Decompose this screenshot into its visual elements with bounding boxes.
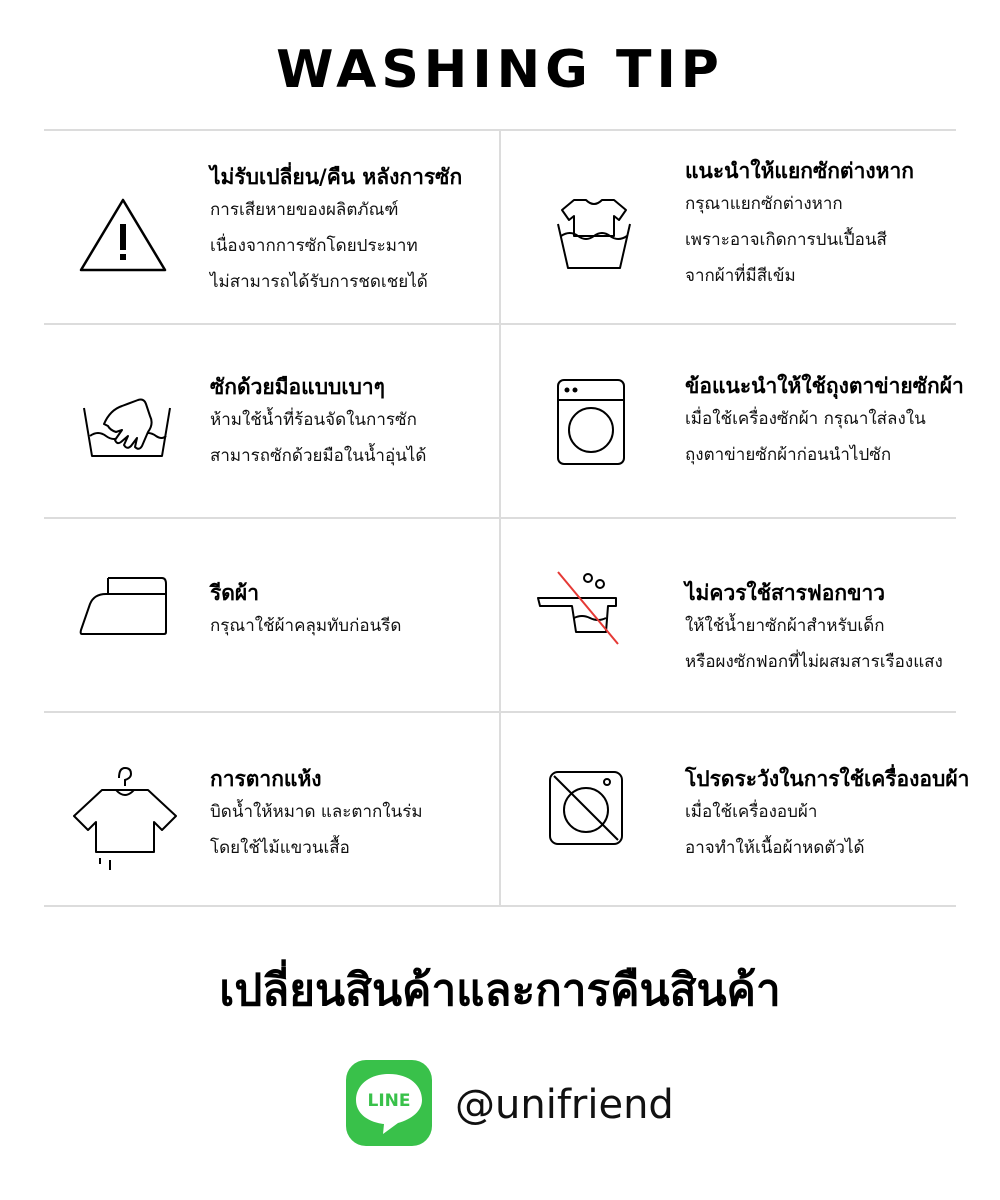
- no-tumble-dry-icon: [548, 770, 624, 846]
- washing-machine-icon: [556, 378, 626, 466]
- tip-line: เมื่อใช้เครื่องอบผ้า: [685, 802, 818, 822]
- tip-line: เพราะอาจเกิดการปนเปื้อนสี: [685, 230, 887, 250]
- tip-line: สามารถซักด้วยมือในน้ำอุ่นได้: [210, 446, 427, 466]
- tip-line: ไม่สามารถได้รับการชดเชยได้: [210, 272, 428, 292]
- hang-dry-icon: [72, 764, 178, 874]
- tip-line: กรุณาแยกซักต่างหาก: [685, 194, 843, 214]
- tip-heading: ไม่รับเปลี่ยน/คืน หลังการซัก: [210, 165, 463, 189]
- tip-heading: แนะนำให้แยกซักต่างหาก: [685, 159, 914, 183]
- page-title: WASHING TIP: [276, 40, 724, 100]
- warning-triangle-icon: [78, 196, 168, 274]
- hand-wash-icon: [82, 394, 172, 460]
- tip-line: การเสียหายของผลิตภัณฑ์: [210, 200, 399, 220]
- wash-separately-icon: [556, 196, 632, 270]
- tip-heading: ข้อแนะนำให้ใช้ถุงตาข่ายซักผ้า: [685, 374, 964, 398]
- tip-line: โดยใช้ไม้แขวนเสื้อ: [210, 838, 350, 858]
- divider: [499, 130, 501, 907]
- no-bleach-icon: [536, 568, 624, 646]
- tip-line: อาจทำให้เนื้อผ้าหดตัวได้: [685, 838, 865, 858]
- tip-line: ให้ใช้น้ำยาซักผ้าสำหรับเด็ก: [685, 616, 885, 636]
- line-logo-icon[interactable]: [346, 1060, 432, 1146]
- tip-line: เนื่องจากการซักโดยประมาท: [210, 236, 418, 256]
- tip-line: หรือผงซักฟอกที่ไม่ผสมสารเรืองแสง: [685, 652, 943, 672]
- tip-heading: โปรดระวังในการใช้เครื่องอบผ้า: [685, 767, 970, 791]
- tip-line: กรุณาใช้ผ้าคลุมทับก่อนรีด: [210, 616, 402, 636]
- tip-heading: ซักด้วยมือแบบเบาๆ: [210, 375, 385, 399]
- exchange-return-heading: เปลี่ยนสินค้าและการคืนสินค้า: [219, 965, 781, 1016]
- line-bubble-icon: [346, 1060, 432, 1146]
- line-logo-text: LINE: [367, 1091, 411, 1111]
- line-handle[interactable]: @unifriend: [455, 1082, 674, 1128]
- iron-icon: [78, 574, 168, 638]
- tip-heading: รีดผ้า: [210, 581, 260, 605]
- tip-line: เมื่อใช้เครื่องซักผ้า กรุณาใส่ลงใน: [685, 409, 926, 429]
- tip-line: บิดน้ำให้หมาด และตากในร่ม: [210, 802, 423, 822]
- tip-line: ห้ามใช้น้ำที่ร้อนจัดในการซัก: [210, 410, 417, 430]
- tip-line: จากผ้าที่มีสีเข้ม: [685, 266, 796, 286]
- tip-heading: ไม่ควรใช้สารฟอกขาว: [685, 581, 886, 605]
- tip-line: ถุงตาข่ายซักผ้าก่อนนำไปซัก: [685, 445, 892, 465]
- tip-heading: การตากแห้ง: [210, 767, 322, 791]
